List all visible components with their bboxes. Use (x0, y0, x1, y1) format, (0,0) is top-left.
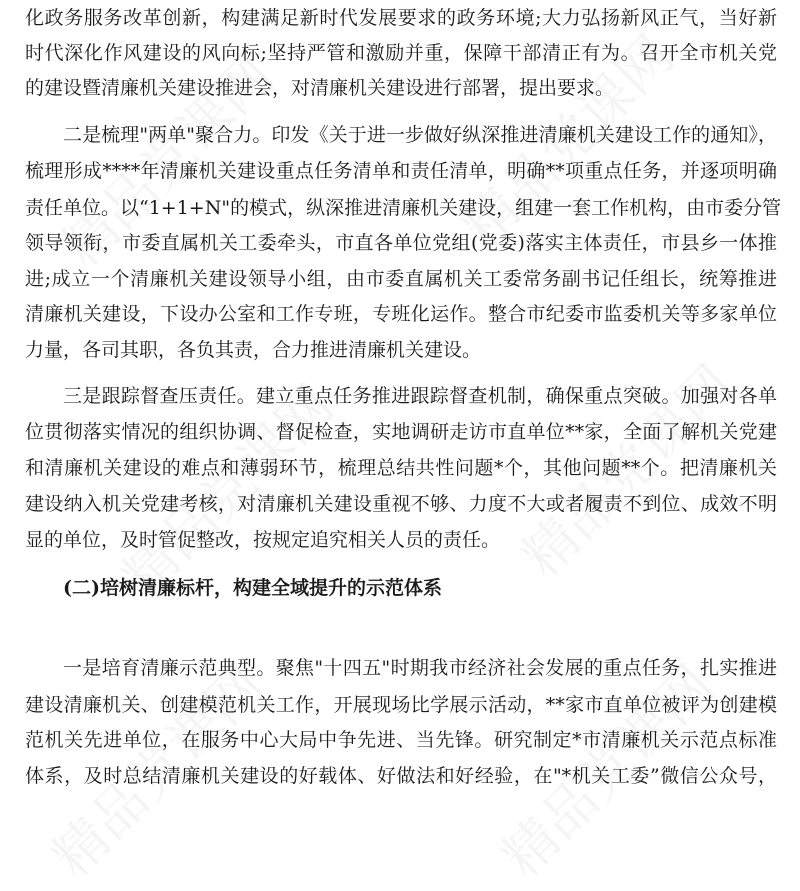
paragraph-line: 的建设暨清廉机关建设推进会，对清廉机关建设进行部署，提出要求。 (25, 77, 615, 99)
paragraph-line: 三是跟踪督查压责任。建立重点任务推进跟踪督查机制，确保重点突破。加强对各单 (63, 385, 777, 407)
paragraph-line: 领导领衔，市委直属机关工委牵头，市直各单位党组(党委)落实主体责任，市县乡一体推 (25, 232, 777, 254)
paragraph-line: 责任单位。以“1+1+N"的模式，纵深推进清廉机关建设，组建一套工作机构，由市委分管 (25, 197, 782, 219)
paragraph-line: 清廉机关建设，下设办公室和工作专班，专班化运作。整合市纪委市监委机关等多家单位 (25, 303, 777, 325)
paragraph-line: 体系，及时总结清廉机关建设的好载体、好做法和好经验，在"*机关工委”微信公众号， (25, 765, 777, 787)
paragraph-line: 一是培育清廉示范典型。聚焦"十四五"时期我市经济社会发展的重点任务，扎实推进 (63, 657, 777, 679)
paragraph-line: 建设纳入机关党建考核，对清廉机关建设重视不够、力度不大或者履责不到位、成效不明 (25, 493, 777, 515)
paragraph-line: 建设清廉机关、创建模范机关工作，开展现场比学展示活动，**家市直单位被评为创建模 (25, 694, 777, 716)
paragraph-line: 梳理形成****年清廉机关建设重点任务清单和责任清单，明确**项重点任务，并逐项明确 (25, 160, 777, 182)
paragraph-line: 显的单位，及时管促整改，按规定追究相关人员的责任。 (25, 529, 501, 551)
section-heading: (二)培树清廉标杆，构建全域提升的示范体系 (63, 577, 442, 599)
paragraph-line: 范机关先进单位，在服务中心大局中争先进、当先锋。研究制定*市清廉机关示范点标准 (25, 729, 777, 751)
paragraph-line: 化政务服务改革创新，构建满足新时代发展要求的政务环境;大力弘扬新风正气，当好新 (25, 7, 777, 29)
paragraph-line: 时代深化作风建设的风向标;坚持严管和激励并重，保障干部清正有为。召开全市机关党 (25, 42, 777, 64)
paragraph-line: 力量，各司其职，各负其责，合力推进清廉机关建设。 (25, 339, 482, 361)
paragraph-line: 和清廉机关建设的难点和薄弱环节，梳理总结共性问题*个，其他问题**个。把清廉机关 (25, 457, 777, 479)
paragraph-line: 位贯彻落实情况的组织协调、督促检查，实地调研走访市直单位**家，全面了解机关党建 (25, 421, 777, 443)
paragraph-line: 二是梳理"两单"聚合力。印发《关于进一步做好纵深推进清廉机关建设工作的通知》， (63, 124, 777, 146)
paragraph-line: 进;成立一个清廉机关建设领导小组，由市委直属机关工委常务副书记任组长，统筹推进 (25, 268, 777, 290)
